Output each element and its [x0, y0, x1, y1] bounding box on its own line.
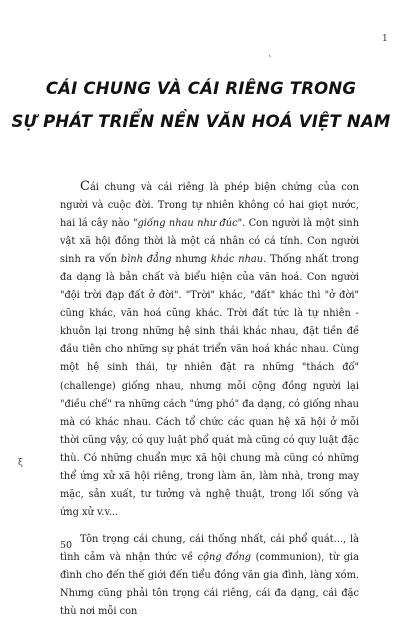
text-run: nhưng	[171, 254, 211, 266]
text-run: Tôn trọng cái chung, cái thống nhất, cái phổ quát..., là tình cảm và nhận thức về	[60, 533, 359, 563]
text-run: (communion), từ gia đình cho đến thế giới đến tiểu đồng văn gia đình, làng xóm. Nhưng cũng phải tôn trọng cái riêng, cái đa dạng, cái đặc thù nơi mỗi con	[60, 551, 359, 618]
chapter-title-line-1: CÁI CHUNG VÀ CÁI RIÊNG TRONG	[45, 79, 357, 98]
text-run-italic: khác nhau	[210, 254, 264, 266]
text-run: . Thống nhất trong đa dạng là bản chất và biểu hiện của văn hoá. Con người "đội trời đạp đất ở đời". "Trời" khác, "đất" khác thì "ở đời" cũng khác, văn hoá cũng khác. Trời đất tức là tự nhiên - khuôn lại trong những hệ sinh thái khác nhau, đặt tiền đề đầu tiên cho những sự phát triển văn hoá khác nhau. Cùng một hệ sinh thái, tự nhiên đặt ra những "thách đố" (challenge) giống nhau, nhưng mỗi cộng đồng người lại "điều chế" ra những cách "ứng phó" đa dạng, có giống nhau mà có khác nhau. Cách tổ chức các quan hệ xã hội ở mỗi thời cũng vậy, có quy luật phổ quát mà cũng có quy luật đặc thù. Có những chuẩn mực xã hội chung mà cũng có những thể ứng xử xã hội riêng, trong làm ăn, làm nhà, trong may mặc, sản xuất, tư tưởng và nghệ thuật, trong lối sống và ứng xử v.v...	[60, 254, 359, 518]
text-run-italic: cộng đồng	[197, 551, 252, 563]
chapter-title-line-2: SỰ PHÁT TRIỂN NỀN VĂN HOÁ VIỆT NAM	[11, 112, 391, 131]
text-run-italic: bình đẳng	[120, 254, 172, 266]
stray-mark: `	[268, 56, 273, 66]
text-run: C	[80, 179, 90, 194]
body-text	[60, 178, 359, 621]
page-number: 50	[60, 540, 73, 551]
text-run: ái chung và cái riêng là phép biện chứng của con người và cuộc đời. Trong tự nhiên không có hai giọt nước, hai lá cây nào "	[60, 182, 359, 230]
paragraph-1	[60, 178, 359, 522]
stray-mark: 1	[382, 34, 388, 44]
text-run-italic: giống nhau như đúc	[137, 218, 238, 230]
text-run: ". Con người là một sinh vật xã hội đồng thời là một cá nhân có cá tính. Con người sinh ra vốn	[60, 218, 359, 266]
margin-mark: ξ	[18, 458, 23, 468]
